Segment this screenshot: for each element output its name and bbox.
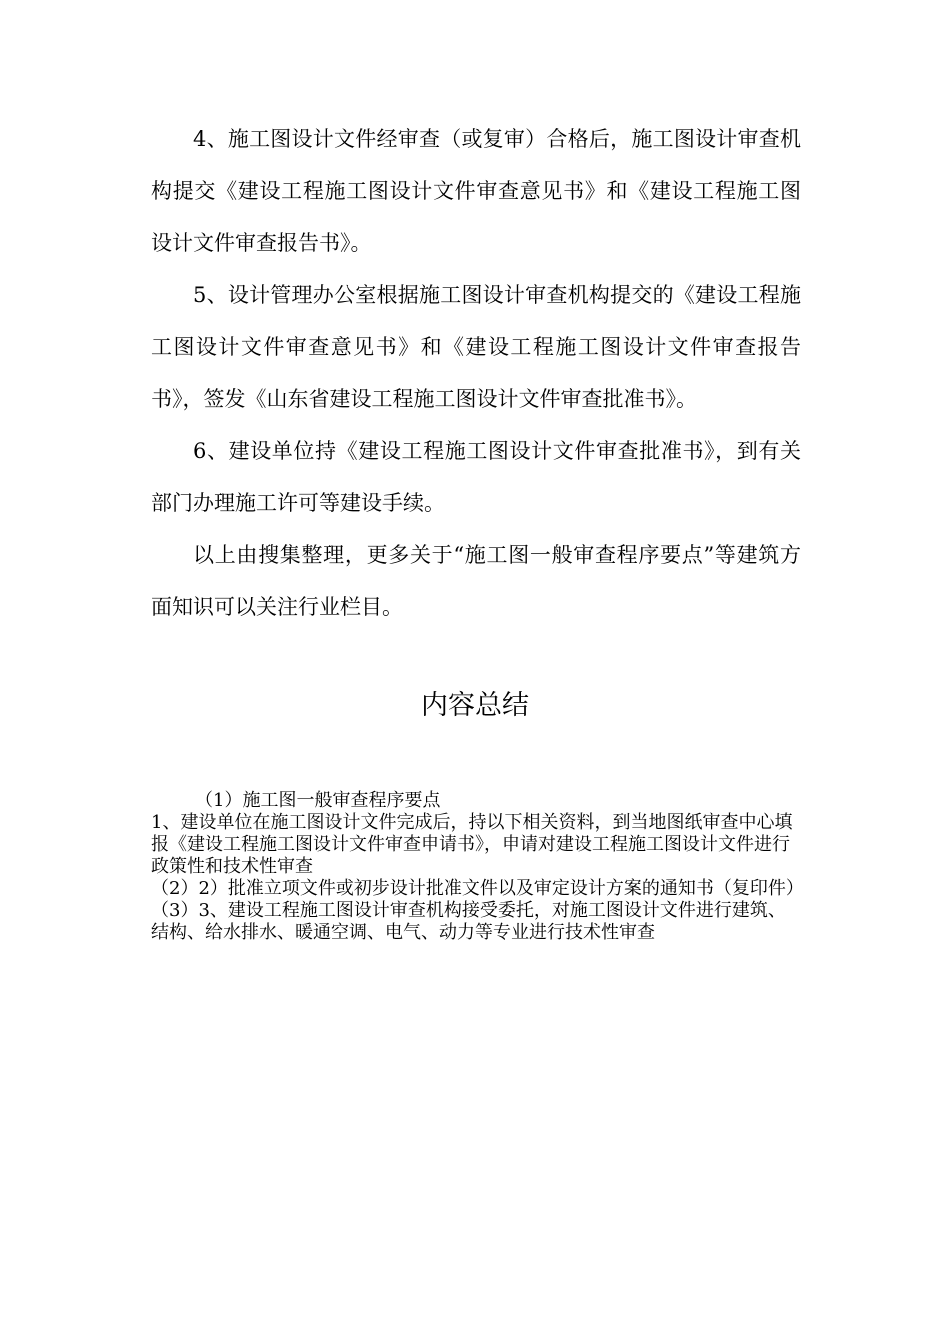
summary-item: （2）2）批准立项文件或初步设计批准文件以及审定设计方案的通知书（复印件） — [151, 878, 804, 899]
summary-title: 内容总结 — [421, 690, 529, 721]
summary-item: 1、建设单位在施工图设计文件完成后，持以下相关资料，到当地图纸审查中心填报《建设工程施工图设计文件审查申请书》，申请对建设工程施工图设计文件进行政策性和技术性审查 — [151, 812, 793, 877]
paragraph-step-6: 6、建设单位持《建设工程施工图设计文件审查批准书》，到有关部门办理施工许可等建设手续。 — [151, 439, 801, 515]
document-body — [151, 113, 801, 633]
paragraph-closing-note: 以上由搜集整理，更多关于“施工图一般审查程序要点”等建筑方面知识可以关注行业栏目。 — [151, 543, 801, 619]
paragraph-step-4: 4、施工图设计文件经审查（或复审）合格后，施工图设计审查机构提交《建设工程施工图设计文件审查意见书》和《建设工程施工图设计文件审查报告书》。 — [151, 127, 801, 255]
summary-item: （3）3、建设工程施工图设计审查机构接受委托，对施工图设计文件进行建筑、结构、给水排水、暖通空调、电气、动力等专业进行技术性审查 — [151, 900, 786, 943]
paragraph-step-5: 5、设计管理办公室根据施工图设计审查机构提交的《建设工程施工图设计文件审查意见书》和《建设工程施工图设计文件审查报告书》，签发《山东省建设工程施工图设计文件审查批准书》。 — [151, 283, 801, 411]
summary-section — [151, 790, 804, 944]
summary-heading: （1）施工图一般审查程序要点 — [195, 790, 441, 811]
